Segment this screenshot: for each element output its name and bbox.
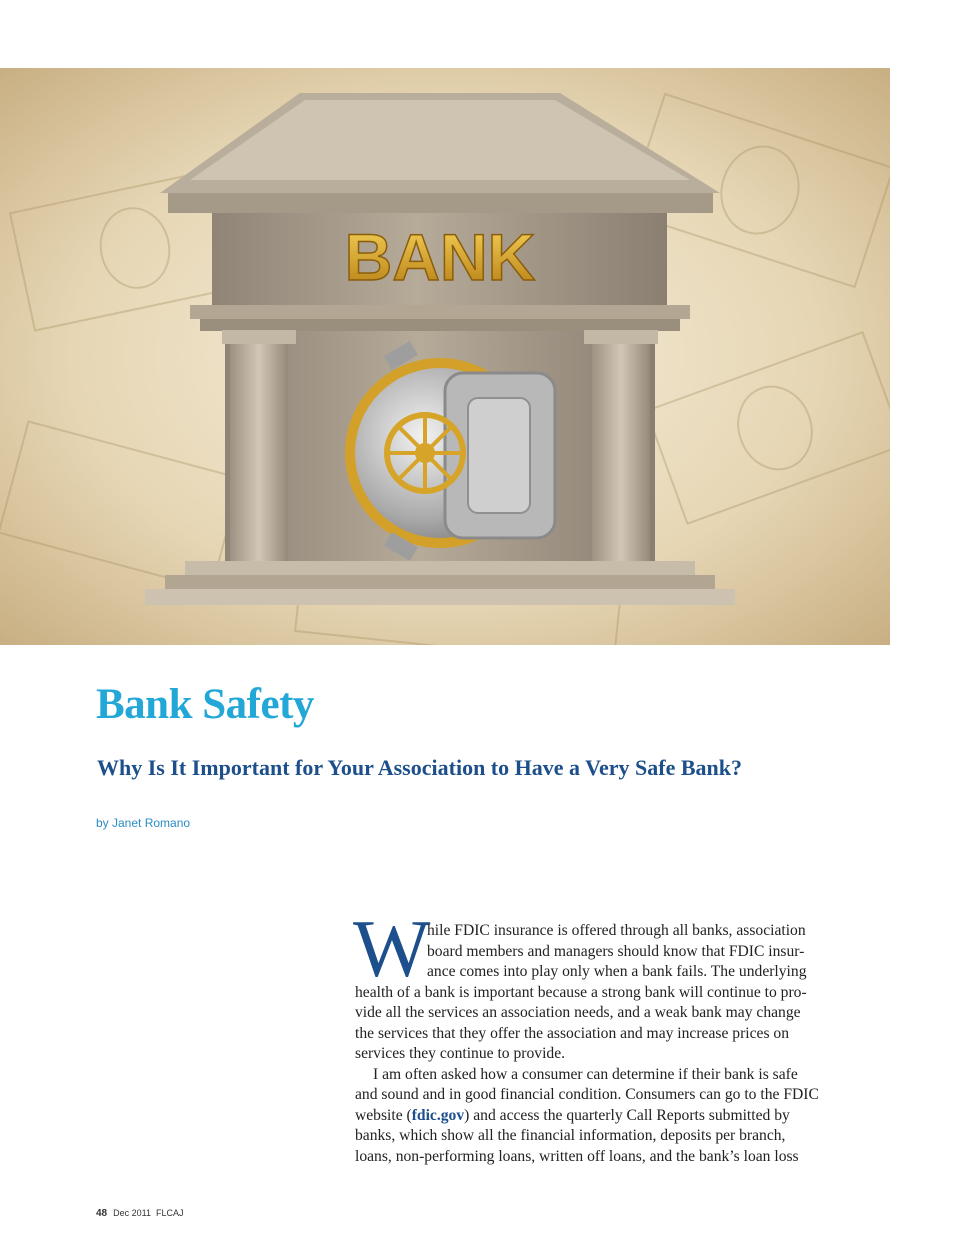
body-line: I am often asked how a consumer can determine if their bank is safe xyxy=(373,1065,798,1083)
bank-sign-text: BANK xyxy=(344,220,536,294)
page-number: 48 xyxy=(96,1208,108,1219)
body-line: banks, which show all the financial information, deposits per branch, xyxy=(355,1127,786,1144)
body-line-with-link xyxy=(355,1106,885,1127)
article-subtitle: Why Is It Important for Your Association to Have a Very Safe Bank? xyxy=(97,755,742,780)
article-body xyxy=(355,921,885,1167)
hero-image xyxy=(0,68,890,645)
body-line: hile FDIC insurance is offered through all banks, association xyxy=(427,922,806,939)
body-line: services they continue to provide. xyxy=(355,1045,566,1062)
body-line: board members and managers should know that FDIC insur- xyxy=(427,942,805,960)
body-line: health of a bank is important because a strong bank will continue to pro- xyxy=(355,983,807,1001)
drop-cap: W xyxy=(353,903,431,994)
page-footer xyxy=(96,1208,189,1219)
fdic-link[interactable]: fdic.gov xyxy=(411,1106,465,1124)
body-line: vide all the services an association needs, and a weak bank may change xyxy=(355,1004,801,1021)
body-text: ) and access the quarterly Call Reports submitted by xyxy=(464,1106,790,1124)
bank-vault-illustration xyxy=(0,68,890,645)
publication-name: FLCAJ xyxy=(155,1208,184,1218)
body-text: website ( xyxy=(355,1106,412,1124)
article-title: Bank Safety xyxy=(96,681,314,728)
body-line: ance comes into play only when a bank fails. The underlying xyxy=(427,963,807,980)
author-byline: by Janet Romano xyxy=(96,816,191,830)
issue-date: Dec 2011 xyxy=(113,1208,151,1218)
body-line: the services that they offer the association and may increase prices on xyxy=(355,1024,790,1042)
body-line: loans, non-performing loans, written off loans, and the bank’s loan loss xyxy=(355,1147,799,1165)
body-line: and sound and in good financial condition. Consumers can go to the FDIC xyxy=(355,1086,819,1103)
